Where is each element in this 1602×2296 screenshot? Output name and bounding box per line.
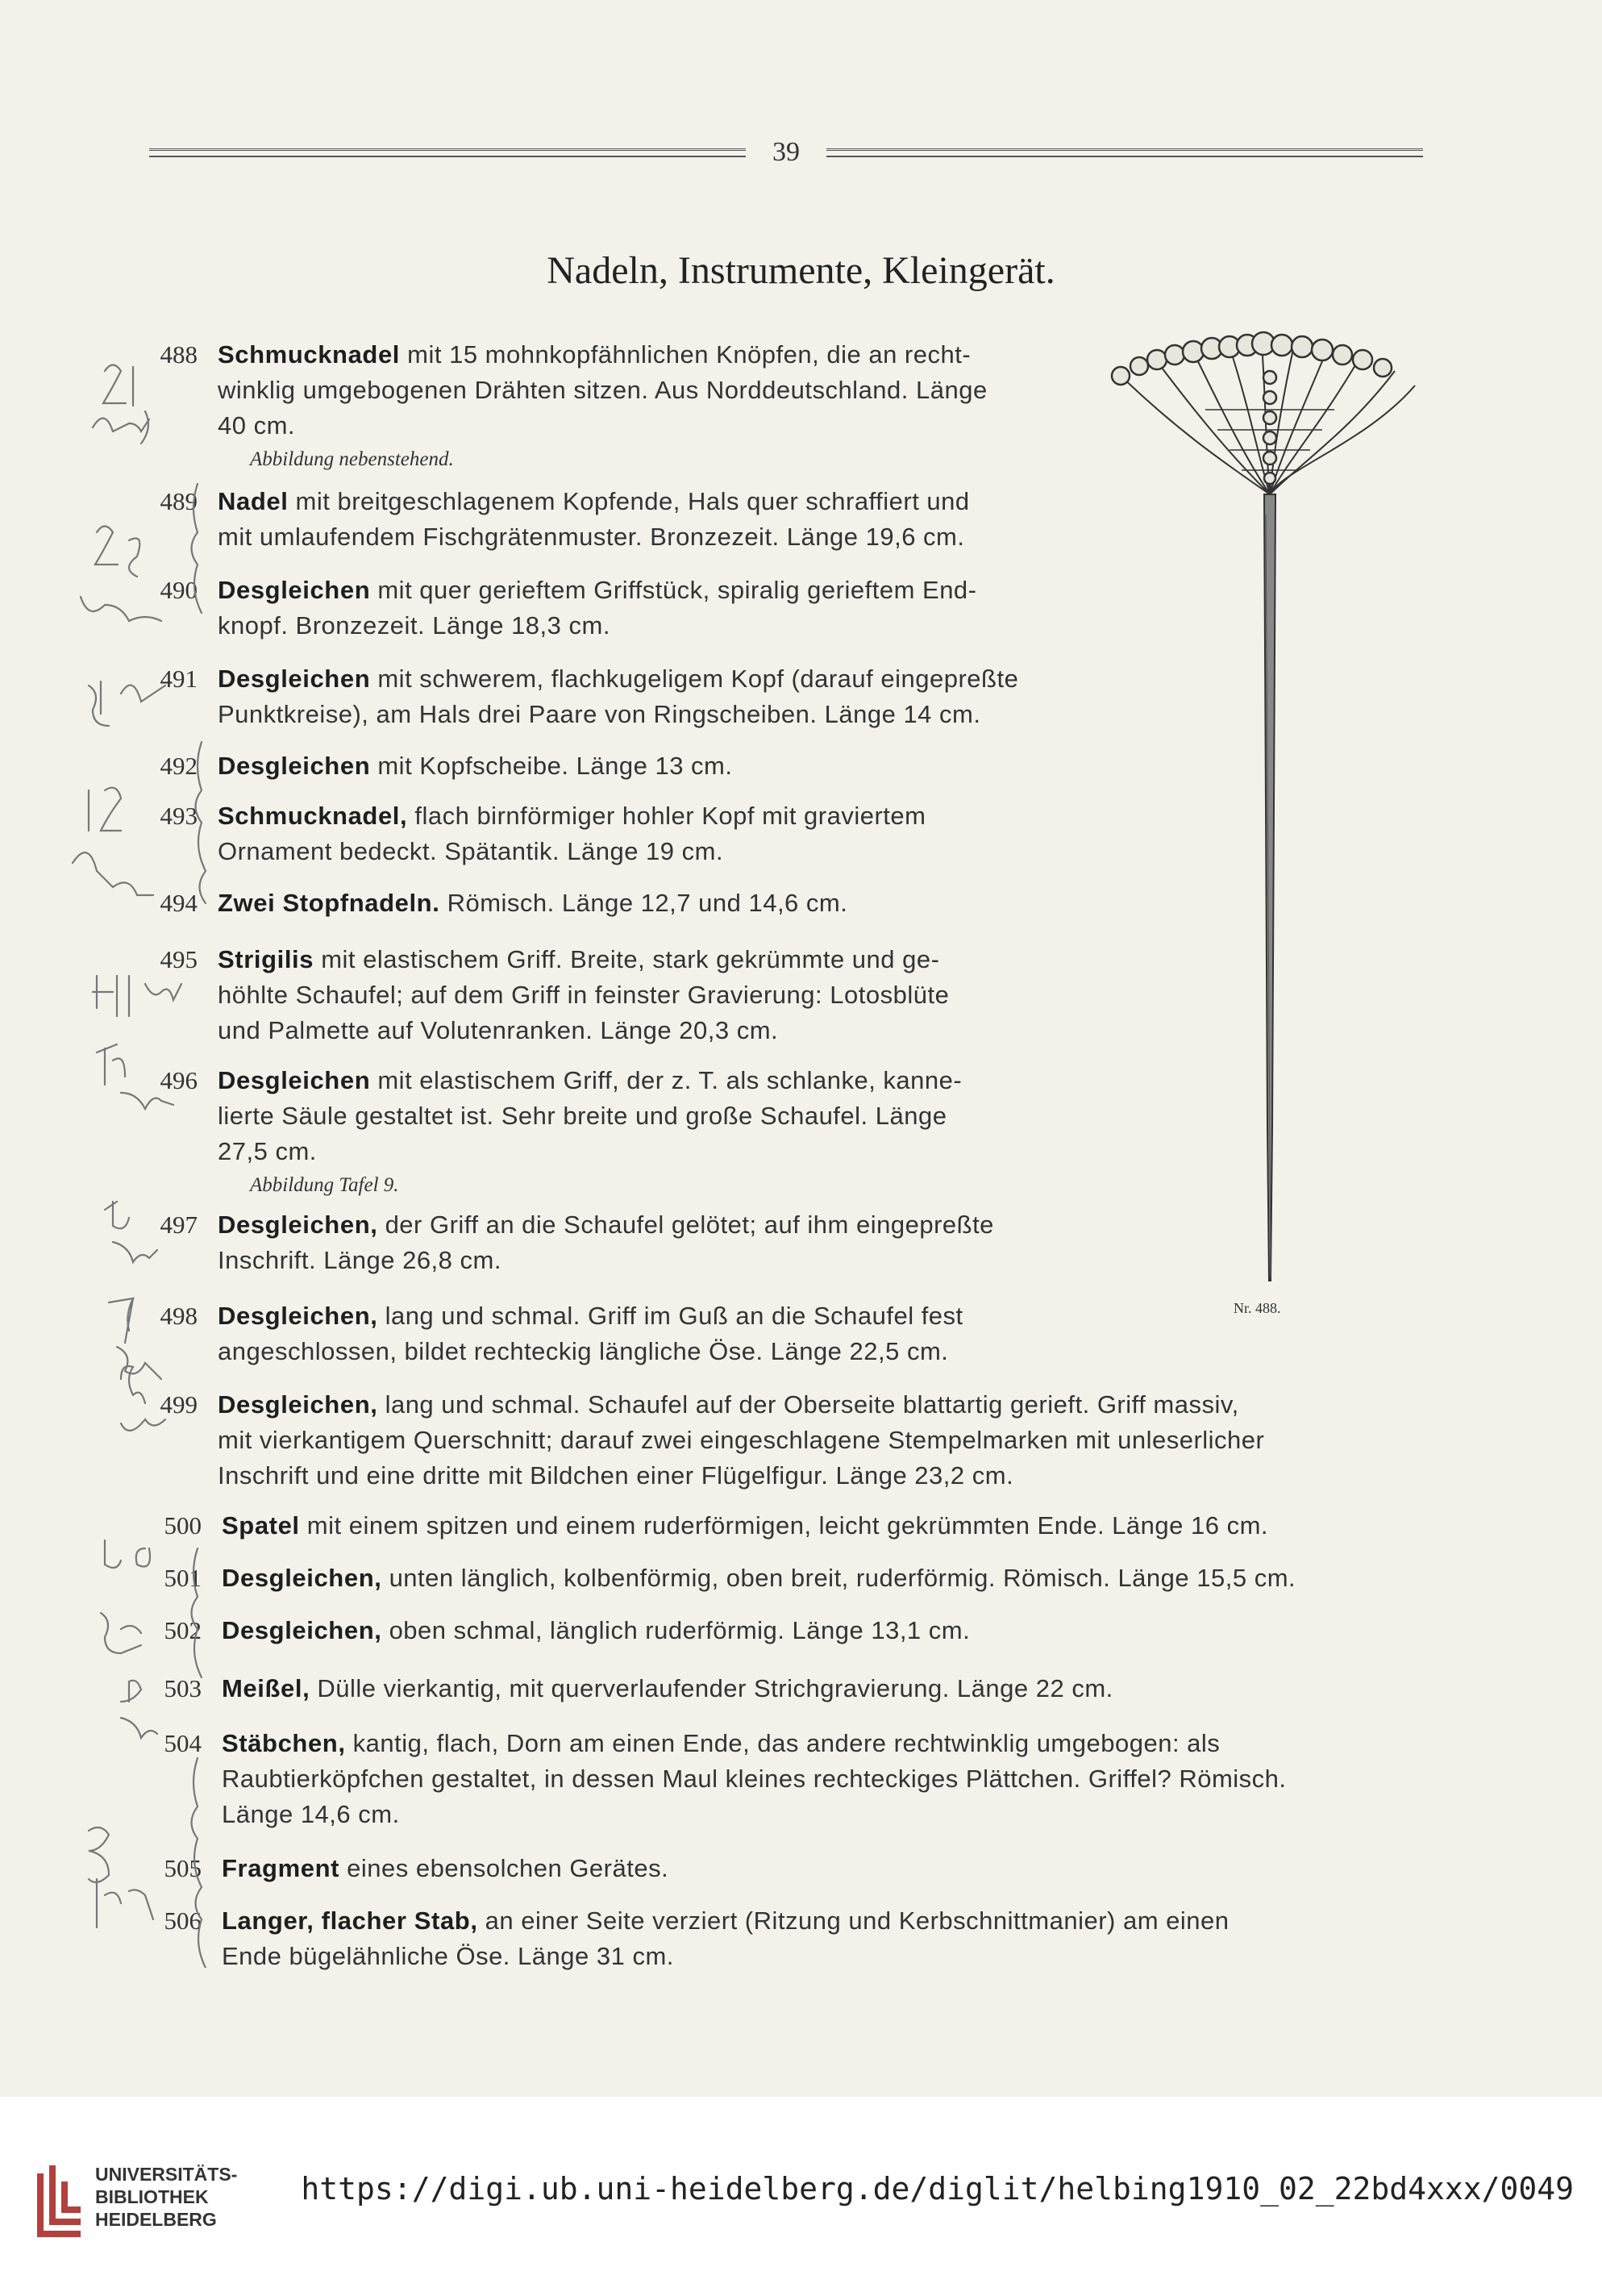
entry-body: Römisch. Länge 12,7 und 14,6 cm. [447, 889, 848, 917]
entry-title: Langer, flacher Stab, [222, 1906, 478, 1935]
catalog-entry-495 [160, 942, 1105, 1048]
catalog-entry-489 [160, 484, 1105, 555]
section-title: Nadeln, Instrumente, Kleingerät. [547, 249, 1055, 292]
entry-caption: Abbildung nebenstehend. [250, 448, 454, 470]
entry-body: unten länglich, kolbenförmig, oben breit, ruderförmig. Römisch. Länge 15,5 cm. [389, 1564, 1296, 1592]
handwritten-annotations [56, 339, 218, 1968]
entry-body-line: Ende bügelähnliche Öse. Länge 31 cm. [222, 1942, 674, 1970]
entry-body: mit einem spitzen und einem ruderförmigen, leicht gekrümmten Ende. Länge 16 cm. [306, 1511, 1269, 1540]
catalog-entry-493 [160, 798, 1105, 869]
entry-body: mit elastischem Griff, der z. T. als schlanke, kanne- [377, 1066, 963, 1094]
entry-body-line: mit umlaufendem Fischgrätenmuster. Bronzezeit. Länge 19,6 cm. [218, 523, 965, 551]
entry-text [222, 1851, 1447, 1886]
entry-title: Nadel [218, 487, 289, 515]
entry-text [218, 1207, 1105, 1278]
entry-body-line: höhlte Schaufel; auf dem Griff in feinster Gravierung: Lotosblüte [218, 981, 950, 1009]
entry-text [218, 337, 1105, 444]
entry-text [222, 1561, 1447, 1596]
entry-number: 488 [160, 340, 198, 369]
entry-body-line: lierte Säule gestaltet ist. Sehr breite und große Schaufel. Länge [218, 1102, 947, 1130]
entry-title: Desgleichen [218, 576, 371, 604]
entry-text [218, 1298, 1105, 1369]
entry-number: 505 [164, 1854, 202, 1882]
entry-number: 499 [160, 1390, 198, 1419]
entry-caption: Abbildung Tafel 9. [250, 1174, 399, 1196]
entry-body: mit breitgeschlagenem Kopfende, Hals quer schraffiert und [295, 487, 970, 515]
entry-number: 490 [160, 576, 198, 604]
entry-body-line: 27,5 cm. [218, 1137, 317, 1165]
catalog-entry-488 [160, 337, 1105, 476]
entry-body: lang und schmal. Schaufel auf der Oberseite blattartig gerieft. Griff massiv, [385, 1390, 1239, 1419]
entry-body-line: Punktkreise), am Hals drei Paare von Ringscheiben. Länge 14 cm. [218, 700, 981, 728]
source-url[interactable]: https://digi.ub.uni-heidelberg.de/diglit/helbing1910_02_22bd4xxx/0049 [301, 2171, 1574, 2206]
entry-text [222, 1671, 1447, 1706]
library-brand-line: BIBLIOTHEK [95, 2186, 209, 2207]
entry-body: mit 15 mohnkopfähnlichen Knöpfen, die an recht- [407, 340, 972, 369]
catalog-entry-498 [160, 1298, 1105, 1369]
entry-title: Stäbchen, [222, 1729, 346, 1757]
entry-body: Dülle vierkantig, mit querverlaufender Strichgravierung. Länge 22 cm. [317, 1674, 1113, 1702]
library-brand-line: UNIVERSITÄTS- [95, 2164, 238, 2185]
entry-text [218, 1063, 1105, 1169]
pin-illustration [1109, 321, 1431, 1313]
catalog-entry-505 [164, 1851, 1447, 1886]
entry-body-line: winklig umgebogenen Drähten sitzen. Aus Norddeutschland. Länge [218, 376, 988, 404]
entry-body: mit Kopfscheibe. Länge 13 cm. [377, 752, 733, 780]
entry-number: 491 [160, 665, 198, 693]
entry-body: der Griff an die Schaufel gelötet; auf ihm eingepreßte [385, 1211, 994, 1239]
entry-text [218, 484, 1105, 555]
entry-body: lang und schmal. Griff im Guß an die Schaufel fest [385, 1302, 963, 1330]
entry-text [218, 748, 1105, 784]
entry-body: kantig, flach, Dorn am einen Ende, das andere rechtwinklig umgebogen: als [352, 1729, 1221, 1757]
figure-caption: Nr. 488. [1234, 1300, 1281, 1316]
entry-body: eines ebensolchen Gerätes. [347, 1854, 669, 1882]
entry-title: Desgleichen [218, 752, 371, 780]
entry-number: 502 [164, 1616, 202, 1644]
entry-body-line: mit vierkantigem Querschnitt; darauf zwei eingeschlagene Stempelmarken mit unleserlicher [218, 1426, 1265, 1454]
catalog-entry-506 [164, 1903, 1447, 1974]
entry-text [222, 1508, 1447, 1544]
entry-body-line: Länge 14,6 cm. [222, 1800, 400, 1828]
entry-body-line: Inschrift. Länge 26,8 cm. [218, 1246, 501, 1274]
entry-title: Spatel [222, 1511, 300, 1540]
entry-text [218, 1387, 1443, 1494]
catalog-entry-504 [164, 1726, 1447, 1832]
entry-number: 501 [164, 1564, 202, 1592]
entry-body-line: knopf. Bronzezeit. Länge 18,3 cm. [218, 611, 610, 640]
entry-title: Strigilis [218, 945, 314, 973]
entry-title: Desgleichen, [218, 1211, 378, 1239]
catalog-entry-490 [160, 573, 1105, 644]
entry-number: 504 [164, 1729, 202, 1757]
footer [0, 2097, 1602, 2296]
entry-body: mit elastischem Griff. Breite, stark gekrümmte und ge- [321, 945, 940, 973]
entry-text [218, 661, 1105, 732]
entry-number: 497 [160, 1211, 198, 1239]
entry-text [222, 1726, 1447, 1832]
handwritten-notes-icon [56, 339, 218, 1968]
catalog-entry-500 [164, 1508, 1447, 1544]
entry-number: 489 [160, 487, 198, 515]
entry-body: mit schwerem, flachkugeligem Kopf (darauf eingepreßte [377, 665, 1019, 693]
ornamental-pin-icon [1109, 321, 1431, 1313]
entry-number: 496 [160, 1066, 198, 1094]
catalog-entry-496 [160, 1063, 1105, 1202]
entry-title: Meißel, [222, 1674, 310, 1702]
entry-body: oben schmal, länglich ruderförmig. Länge 13,1 cm. [389, 1616, 971, 1644]
library-brand [95, 2163, 237, 2231]
entry-text [218, 942, 1105, 1048]
library-brand-line: HEIDELBERG [95, 2209, 217, 2230]
entry-body-line: Inschrift und eine dritte mit Bildchen einer Flügelfigur. Länge 23,2 cm. [218, 1461, 1014, 1490]
entry-title: Schmucknadel [218, 340, 401, 369]
entry-body-line: Raubtierköpfchen gestaltet, in dessen Maul kleines rechteckiges Plättchen. Griffel? Römisch. [222, 1765, 1287, 1793]
catalog-entry-497 [160, 1207, 1105, 1278]
entry-body-line: angeschlossen, bildet rechteckig längliche Öse. Länge 22,5 cm. [218, 1337, 949, 1365]
entry-number: 498 [160, 1302, 198, 1330]
entry-number: 495 [160, 945, 198, 973]
entry-number: 493 [160, 802, 198, 830]
entry-text [218, 798, 1105, 869]
catalog-entry-494 [160, 885, 1105, 921]
entry-title: Desgleichen, [222, 1564, 382, 1592]
entry-title: Desgleichen, [218, 1302, 378, 1330]
entry-text [222, 1613, 1447, 1648]
entry-number: 503 [164, 1674, 202, 1702]
catalog-entry-492 [160, 748, 1105, 784]
entry-text [218, 885, 1105, 921]
library-logo-icon [32, 2157, 87, 2238]
entry-body: mit quer gerieftem Griffstück, spiralig gerieftem End- [377, 576, 977, 604]
entry-title: Zwei Stopfnadeln. [218, 889, 440, 917]
entry-number: 500 [164, 1511, 202, 1540]
entry-title: Schmucknadel, [218, 802, 408, 830]
entry-body-line: Ornament bedeckt. Spätantik. Länge 19 cm. [218, 837, 724, 865]
entry-body-line: 40 cm. [218, 411, 296, 440]
page-number: 39 [772, 137, 800, 167]
entry-body: an einer Seite verziert (Ritzung und Kerbschnittmanier) am einen [485, 1906, 1230, 1935]
entry-number: 492 [160, 752, 198, 780]
catalog-entry-503 [164, 1671, 1447, 1706]
entry-title: Desgleichen, [218, 1390, 378, 1419]
entry-text [218, 573, 1105, 644]
catalog-entry-502 [164, 1613, 1447, 1648]
entry-title: Desgleichen, [222, 1616, 382, 1644]
catalog-entry-499 [160, 1387, 1443, 1494]
entry-title: Desgleichen [218, 665, 371, 693]
catalog-entry-501 [164, 1561, 1447, 1596]
entry-body: flach birnförmiger hohler Kopf mit graviertem [414, 802, 926, 830]
entry-title: Fragment [222, 1854, 340, 1882]
entry-text [222, 1903, 1447, 1974]
entry-body-line: und Palmette auf Volutenranken. Länge 20,3 cm. [218, 1016, 779, 1044]
entry-title: Desgleichen [218, 1066, 371, 1094]
catalog-entry-491 [160, 661, 1105, 732]
entry-number: 506 [164, 1906, 202, 1935]
entry-number: 494 [160, 889, 198, 917]
